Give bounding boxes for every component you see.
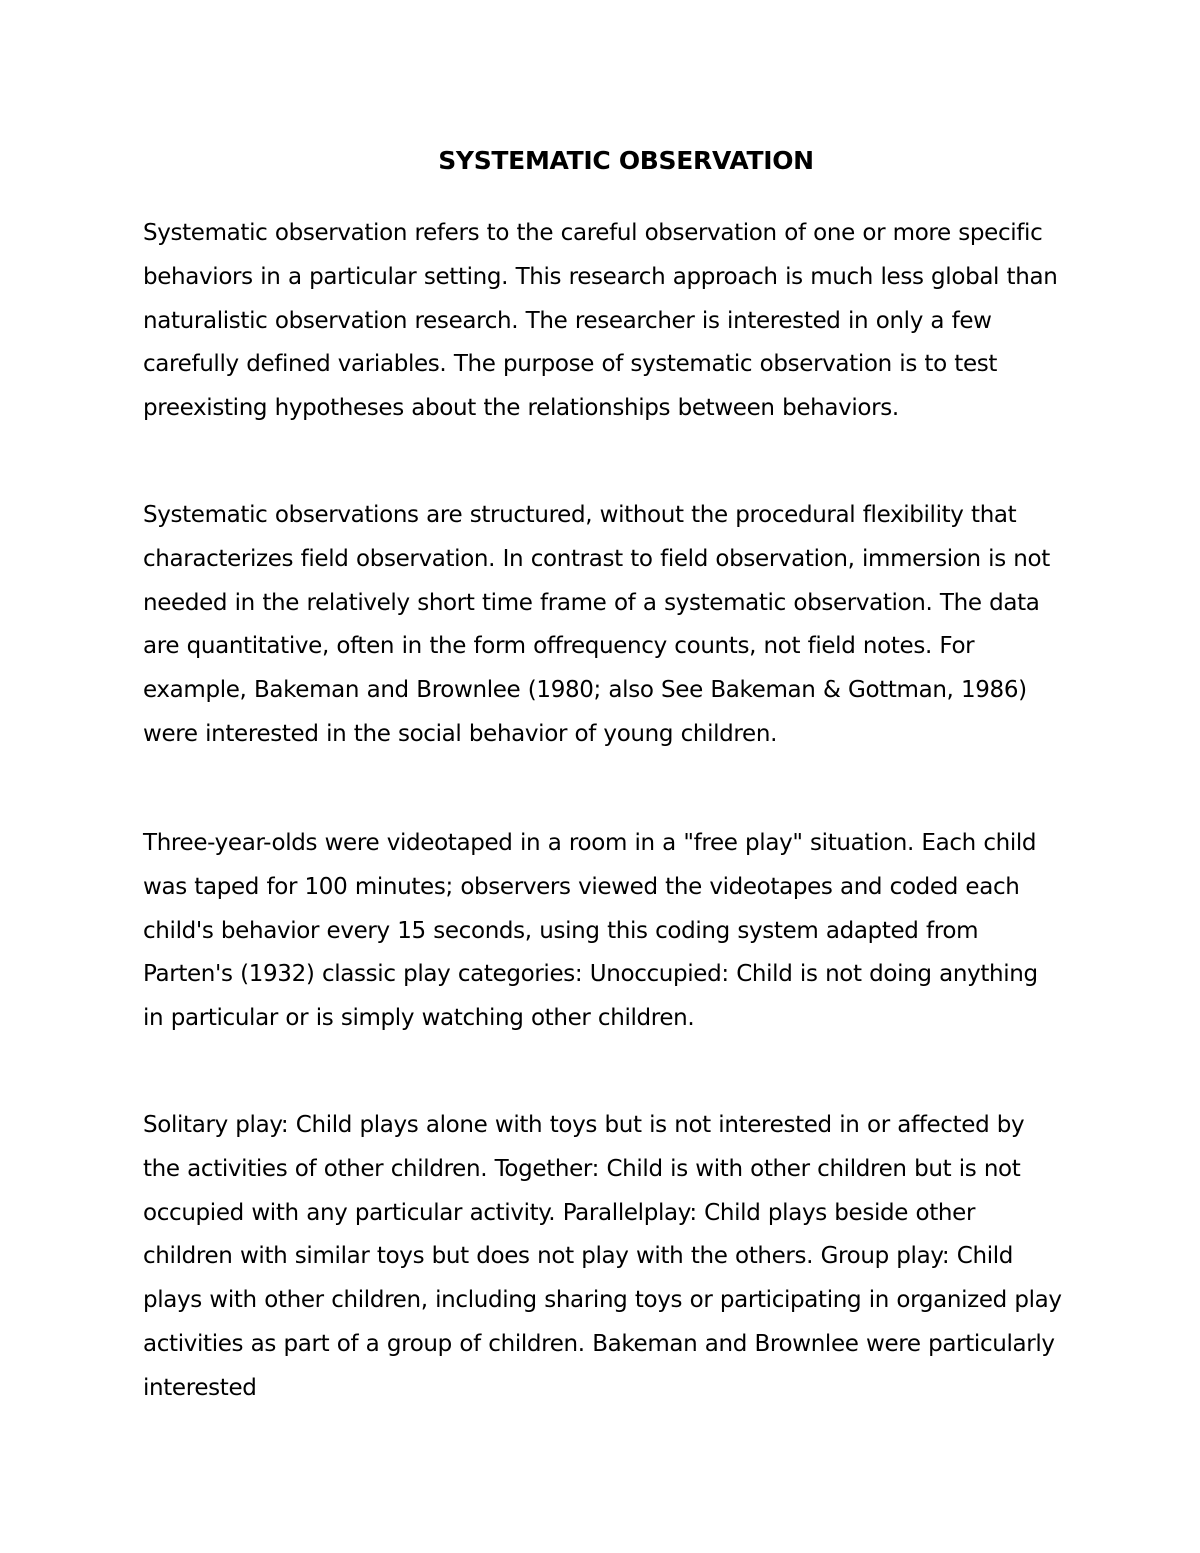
paragraph-play-categories: Solitary play: Child plays alone with toys but is not interested in or affected by the activities of other children. Together: Child is with other children but is not occupied with any particular activity. Parallelplay: Child plays beside other children with similar toys but does not play with the others. Group play: Child plays with other children, including sharing toys or participating in organized play activities as part of a group of children. Bakeman and Brownlee were particularly interested — [143, 1112, 1062, 1401]
document-title: SYSTEMATIC OBSERVATION — [438, 146, 814, 175]
paragraph-structure: Systematic observations are structured, without the procedural flexibility that characterizes field observation. In contrast to field observation, immersion is not needed in the relatively short time frame of a systematic observation. The data are quantitative, often in the form offrequency counts, not field notes. For example, Bakeman and Brownlee (1980; also See Bakeman & Gottman, 1986) were interested in the social behavior of young children. — [143, 502, 1050, 747]
paragraph-definition: Systematic observation refers to the careful observation of one or more specific behaviors in a particular setting. This research approach is much less global than naturalistic observation research. The researcher is interested in only a few carefully defined variables. The purpose of systematic observation is to test preexisting hypotheses about the relationships between behaviors. — [143, 220, 1058, 422]
paragraph-study-method: Three-year-olds were videotaped in a room in a "free play" situation. Each child was taped for 100 minutes; observers viewed the videotapes and coded each child's behavior every 15 seconds, using this coding system adapted from Parten's (1932) classic play categories: Unoccupied: Child is not doing anything in particular or is simply watching other children. — [143, 830, 1038, 1032]
